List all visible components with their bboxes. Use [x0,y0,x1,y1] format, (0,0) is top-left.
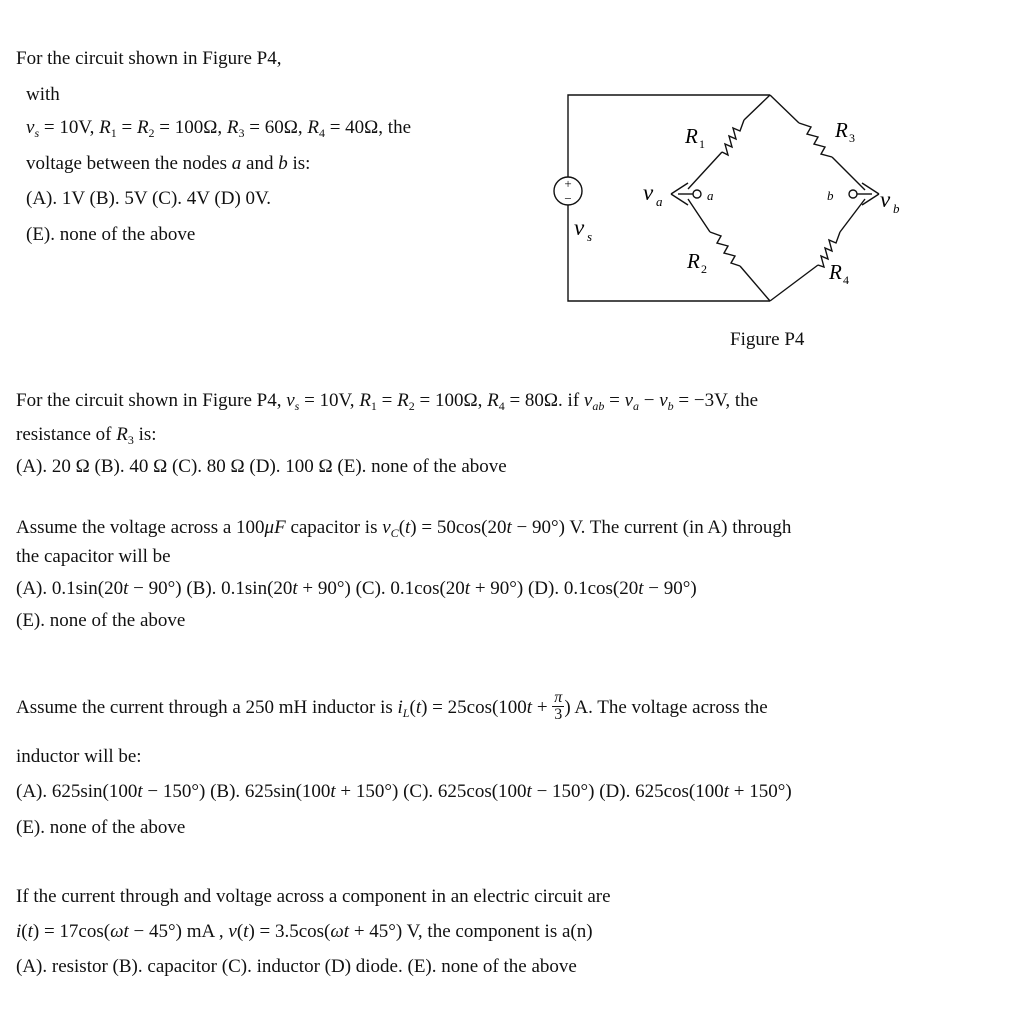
q5-line1: If the current through and voltage across a component in an electric circuit are [16,886,611,907]
q4-line1: Assume the current through a 250 mH inductor is $i_L(t) = 25\cos(100t$ + $\frac{\pi}{3}$ ) A. The voltage across the [16,689,768,724]
label-r3-sub: 3 [849,131,855,145]
label-r1: R [685,124,698,148]
label-r3: R [835,118,848,142]
q1-options: (A). 1V (B). 5V (C). 4V (D) 0V. [26,188,272,209]
q3-option-e: (E). none of the above [16,610,186,631]
q3-line1: Assume the voltage across a 100μF capacitor is $v_C(t) = 50\cos(20t - 90^\circ)$ V. The current (in A) through [16,517,792,540]
label-vs: v [574,215,585,240]
q1-params: $v_s = 10V$, $R_1 = R_2 = 100\Omega$, $R_3 = 60\Omega$, $R_4 = 40\Omega$, the [26,117,412,140]
q1-intro: For the circuit shown in Figure P4, [16,48,282,69]
label-r4: R [829,260,842,284]
label-node-a: a [707,188,714,203]
q1-option-e: (E). none of the above [26,224,196,245]
q4-line2: inductor will be: [16,746,142,767]
source-plus: + [564,176,572,191]
q3-options: (A). 0.1sin(20t − 90°) (B). 0.1sin(20t + 90°) (C). 0.1cos(20t + 90°) (D). 0.1cos(20t − 90°) [16,578,697,599]
q1-with: with [26,84,60,105]
label-vb-sub: b [893,201,900,216]
figure-p4-circuit [540,82,920,312]
node-b-terminal [849,190,857,198]
q4-option-e: (E). none of the above [16,817,186,838]
q2-options: (A). 20 Ω (B). 40 Ω (C). 80 Ω (D). 100 Ω (E). none of the above [16,456,507,477]
label-r2: R [687,249,700,273]
label-va-sub: a [656,194,663,209]
q2-line2: resistance of $R_3$ is: [16,424,157,447]
label-r4-sub: 4 [843,273,849,287]
label-vb: v [880,187,891,212]
label-r1-sub: 1 [699,137,705,151]
q5-line2: i(t) = 17cos(ωt − 45°) mA , v(t) = 3.5cos(ωt + 45°) V, the component is a(n) [16,921,593,942]
q1-line3: voltage between the nodes a and b is: [26,153,311,174]
q3-line2: the capacitor will be [16,546,171,567]
q4-options: (A). 625sin(100t − 150°) (B). 625sin(100t + 150°) (C). 625cos(100t − 150°) (D). 625cos(100t + 150°) [16,781,792,802]
label-node-b: b [827,188,834,203]
source-wire [568,95,770,301]
resistor-r2 [710,232,740,266]
node-a-terminal [693,190,701,198]
resistor-r1 [722,120,744,155]
q2-line1: For the circuit shown in Figure P4, $v_s = 10V$, $R_1 = R_2 = 100\Omega$, $R_4 = 80\Omega$. if $v_{ab} = v_a - v_b = -3V$, the [16,390,759,413]
label-vs-sub: s [587,229,593,244]
resistor-r3 [799,123,832,157]
figure-caption: Figure P4 [730,329,805,350]
q5-options: (A). resistor (B). capacitor (C). inductor (D) diode. (E). none of the above [16,956,577,977]
label-r2-sub: 2 [701,262,707,276]
label-va: v [643,180,654,205]
source-minus: − [564,191,572,206]
